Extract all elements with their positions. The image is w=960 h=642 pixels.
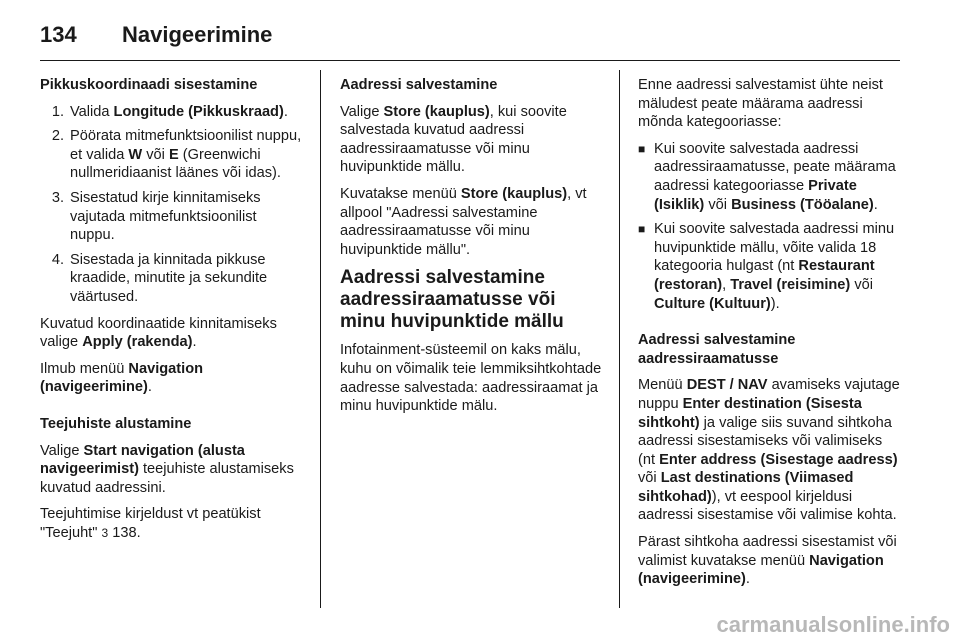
step-number: 3. [51,189,64,206]
step-number: 1. [51,103,64,120]
column-divider-2 [619,70,620,608]
list-item [638,140,900,214]
column-1 [40,76,302,550]
list-item [638,220,900,313]
list-item [40,127,302,183]
section-heading-start-guidance: Teejuhiste alustamine [40,415,192,432]
step-number: 2. [51,128,64,145]
section-heading-longitude: Pikkuskoordinaadi sisestamine [40,77,258,93]
category-list [638,140,900,313]
paragraph-guidance-reference: Teejuhtimise kirjeldust vt peatükist "Teejuht" 3 138. [40,506,261,541]
paragraph-store: Valige Store (kauplus), kui soovite salvestada kuvatud aadressi aadressiraamatusse või minu huvipunktide mällu. [340,103,567,176]
step-text: Sisestada ja kinnitada pikkuse kraadide, minutite ja sekundite väärtused. [70,251,268,305]
paragraph-dest-nav: Menüü DEST / NAV avamiseks vajutage nuppu Enter destination (Sisesta sihtkoht) ja valige siis suvand sihtkoha aadressi sisestamiseks või valimiseks (nt Enter address (Sisestage aadress) või Last destinations (Viimased sihtkohad)), vt eespool kirjeldusi aadressi sisestamise või valimise kohta. [638,377,900,524]
longitude-steps [40,103,302,307]
section-heading-store-address: Aadressi salvestamine [340,77,498,93]
step-text: Pöörata mitmefunktsioonilist nuppu, et valida W või E (Greenwichi nullmeridiaanist läänes või idas). [70,128,302,182]
step-text: Valida Longitude (Pikkuskraad). [70,103,288,120]
column-3 [638,76,900,597]
bullet-icon: ■ [638,141,646,156]
column-divider-1 [320,70,321,608]
page-number: 134 [40,22,77,47]
paragraph-navigation-menu: Ilmub menüü Navigation (navigeerimine). [40,360,204,396]
paragraph-category-intro: Enne aadressi salvestamist ühte neist mäludest peate määrama aadressi mõnda kategooriasse: [638,77,883,131]
bullet-text: Kui soovite salvestada aadressi minu huvipunktide mällu, võite valida 18 kategooria hulgast (nt Restaurant (restoran), Travel (reisimine) või Culture (Kultuur)). [654,221,895,312]
paragraph-apply: Kuvatud koordinaatide kinnitamiseks valige Apply (rakenda). [40,315,277,351]
paragraph-store-menu: Kuvatakse menüü Store (kauplus), vt allpool "Aadressi salvestamine aadressiraamatusse või minu huvipunktide mällu". [340,185,587,258]
column-2 [340,76,602,424]
header-divider [40,60,900,61]
paragraph-after-entry: Pärast sihtkoha aadressi sisestamist või valimist kuvatakse menüü Navigation (navigeerimine). [638,534,897,588]
step-text: Sisestatud kirje kinnitamiseks vajutada mitmefunktsioonilist nuppu. [70,189,261,244]
step-number: 4. [51,251,64,268]
bullet-icon: ■ [638,222,646,237]
list-item [40,189,302,245]
page-reference-icon: 3 [101,525,109,540]
watermark: carmanualsonline.info [716,612,950,637]
section-heading-address-book: Aadressi salvestamine aadressiraamatusse või minu huvipunktide mällu [340,267,564,333]
list-item [40,103,302,122]
paragraph-start-navigation: Valige Start navigation (alusta navigeerimist) teejuhiste alustamiseks kuvatud aadressini. [40,442,294,496]
list-item [40,251,302,307]
page-header [40,22,272,52]
bullet-text: Kui soovite salvestada aadressi aadressiraamatusse, peate määrama aadressi kategooriasse Private (Isiklik) või Business (Tööalane). [654,140,896,213]
section-heading-save-address-book: Aadressi salvestamine aadressiraamatusse [638,332,796,367]
chapter-title: Navigeerimine [122,22,273,47]
paragraph-memories: Infotainment-süsteemil on kaks mälu, kuhu on võimalik teie lemmiksihtkohtade aadresse salvestada: aadressiraamat ja minu huvipunktide mälu. [340,342,602,415]
